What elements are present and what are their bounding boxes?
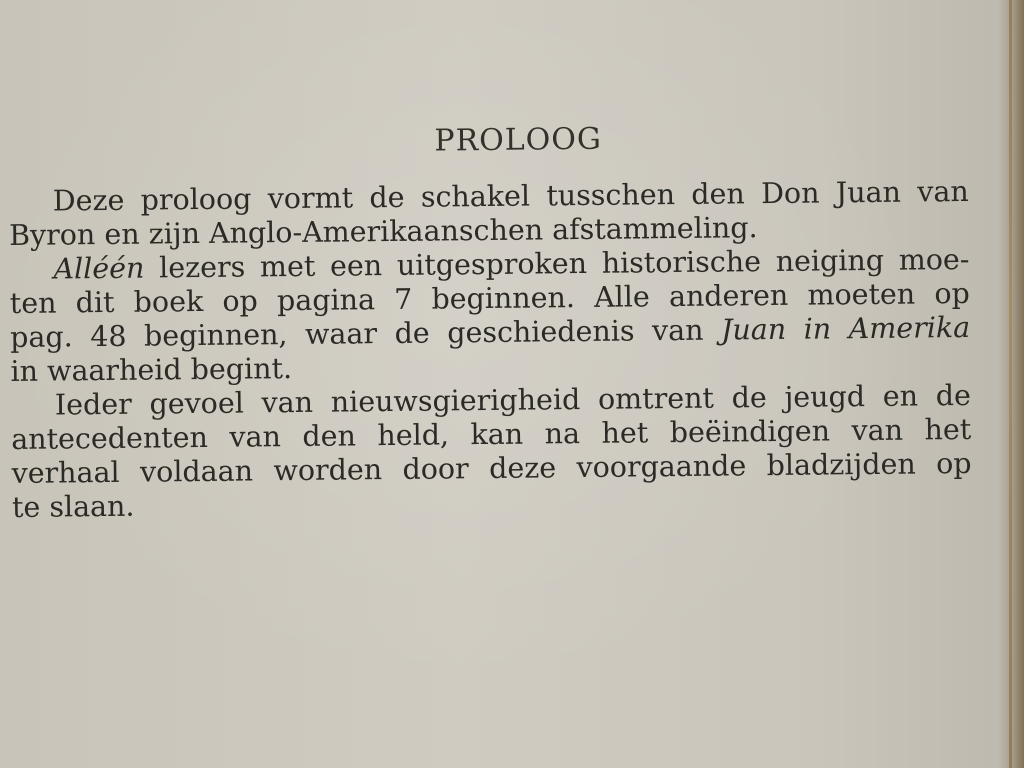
text-line: te slaan. (11, 489, 135, 524)
text-line: in waarheid begint. (10, 352, 293, 388)
text-fragment: lezers met een uitgesproken historische neiging moe- (144, 242, 970, 285)
text-line: Deze proloog vormt de schakel tusschen den Don Juan van (52, 174, 969, 218)
paragraph-2 (9, 243, 970, 389)
text-line: verhaal voldaan worden door deze voorgaande bladzijden op (11, 446, 972, 490)
paragraph-3 (11, 379, 972, 525)
page-text (8, 118, 972, 525)
text-line: ten dit boek op pagina 7 beginnen. Alle anderen moeten op (9, 276, 970, 320)
text-line: Byron en zijn Anglo-Amerikaanschen afstammeling. (8, 211, 758, 252)
text-line: antecedenten van den held, kan na het beëindigen van het (11, 412, 972, 456)
text-line: Ieder gevoel van nieuwsgierigheid omtrent de jeugd en de (54, 378, 972, 422)
book-spine-edge (1009, 0, 1012, 768)
italic-text: Alléén (53, 251, 145, 286)
text-fragment: pag. 48 beginnen, waar de geschiedenis van (10, 313, 722, 354)
paragraph-1 (9, 175, 970, 253)
page-title: PROLOOG (434, 121, 603, 159)
italic-text: Juan in Amerika (720, 310, 971, 347)
